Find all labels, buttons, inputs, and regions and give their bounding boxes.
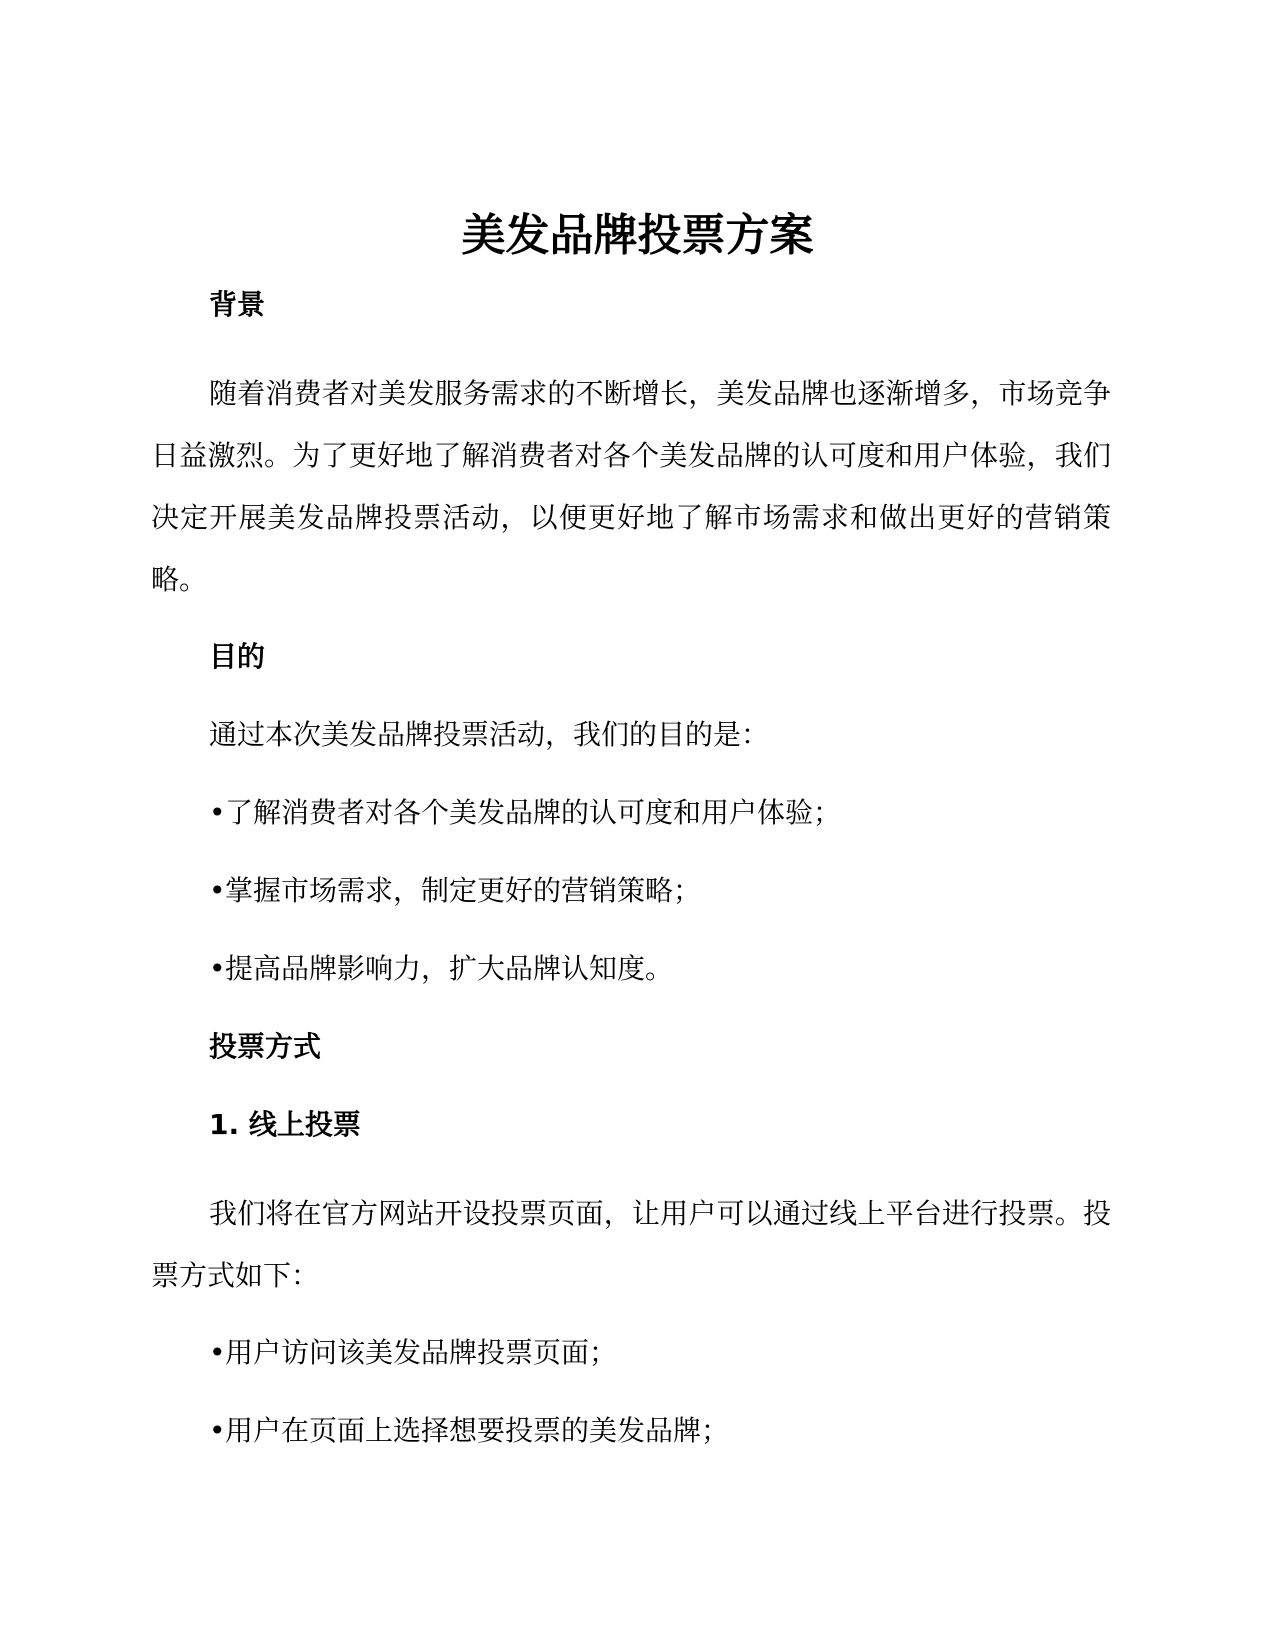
bullet-icon: •	[209, 1336, 226, 1369]
purpose-intro: 通过本次美发品牌投票活动，我们的目的是：	[209, 718, 770, 751]
document-body	[151, 285, 1111, 1489]
bullet-icon: •	[209, 874, 226, 907]
section-heading-voting-method: 投票方式	[209, 1030, 322, 1063]
bullet-icon: •	[209, 952, 226, 985]
document-title: 美发品牌投票方案	[461, 210, 814, 261]
list-item: •用户在页面上选择想要投票的美发品牌；	[151, 1411, 1111, 1451]
list-item: •了解消费者对各个美发品牌的认可度和用户体验；	[151, 793, 1111, 833]
list-item: •掌握市场需求，制定更好的营销策略；	[151, 871, 1111, 911]
section-heading-background: 背景	[209, 288, 266, 321]
background-paragraph: 随着消费者对美发服务需求的不断增长，美发品牌也逐渐增多，市场竞争日益激烈。为了更好地了解消费者对各个美发品牌的认可度和用户体验，我们决定开展美发品牌投票活动，以便更好地了解市场需求和做出更好的营销策略。	[151, 377, 1111, 596]
list-item: •用户访问该美发品牌投票页面；	[151, 1333, 1111, 1373]
section-heading-purpose: 目的	[209, 640, 266, 673]
bullet-icon: •	[209, 1414, 226, 1447]
subheading-online-voting: 1. 线上投票	[209, 1108, 361, 1141]
bullet-icon: •	[209, 796, 226, 829]
voting-method-paragraph: 我们将在官方网站开设投票页面，让用户可以通过线上平台进行投票。投票方式如下：	[151, 1197, 1111, 1292]
list-item: •提高品牌影响力，扩大品牌认知度。	[151, 949, 1111, 989]
